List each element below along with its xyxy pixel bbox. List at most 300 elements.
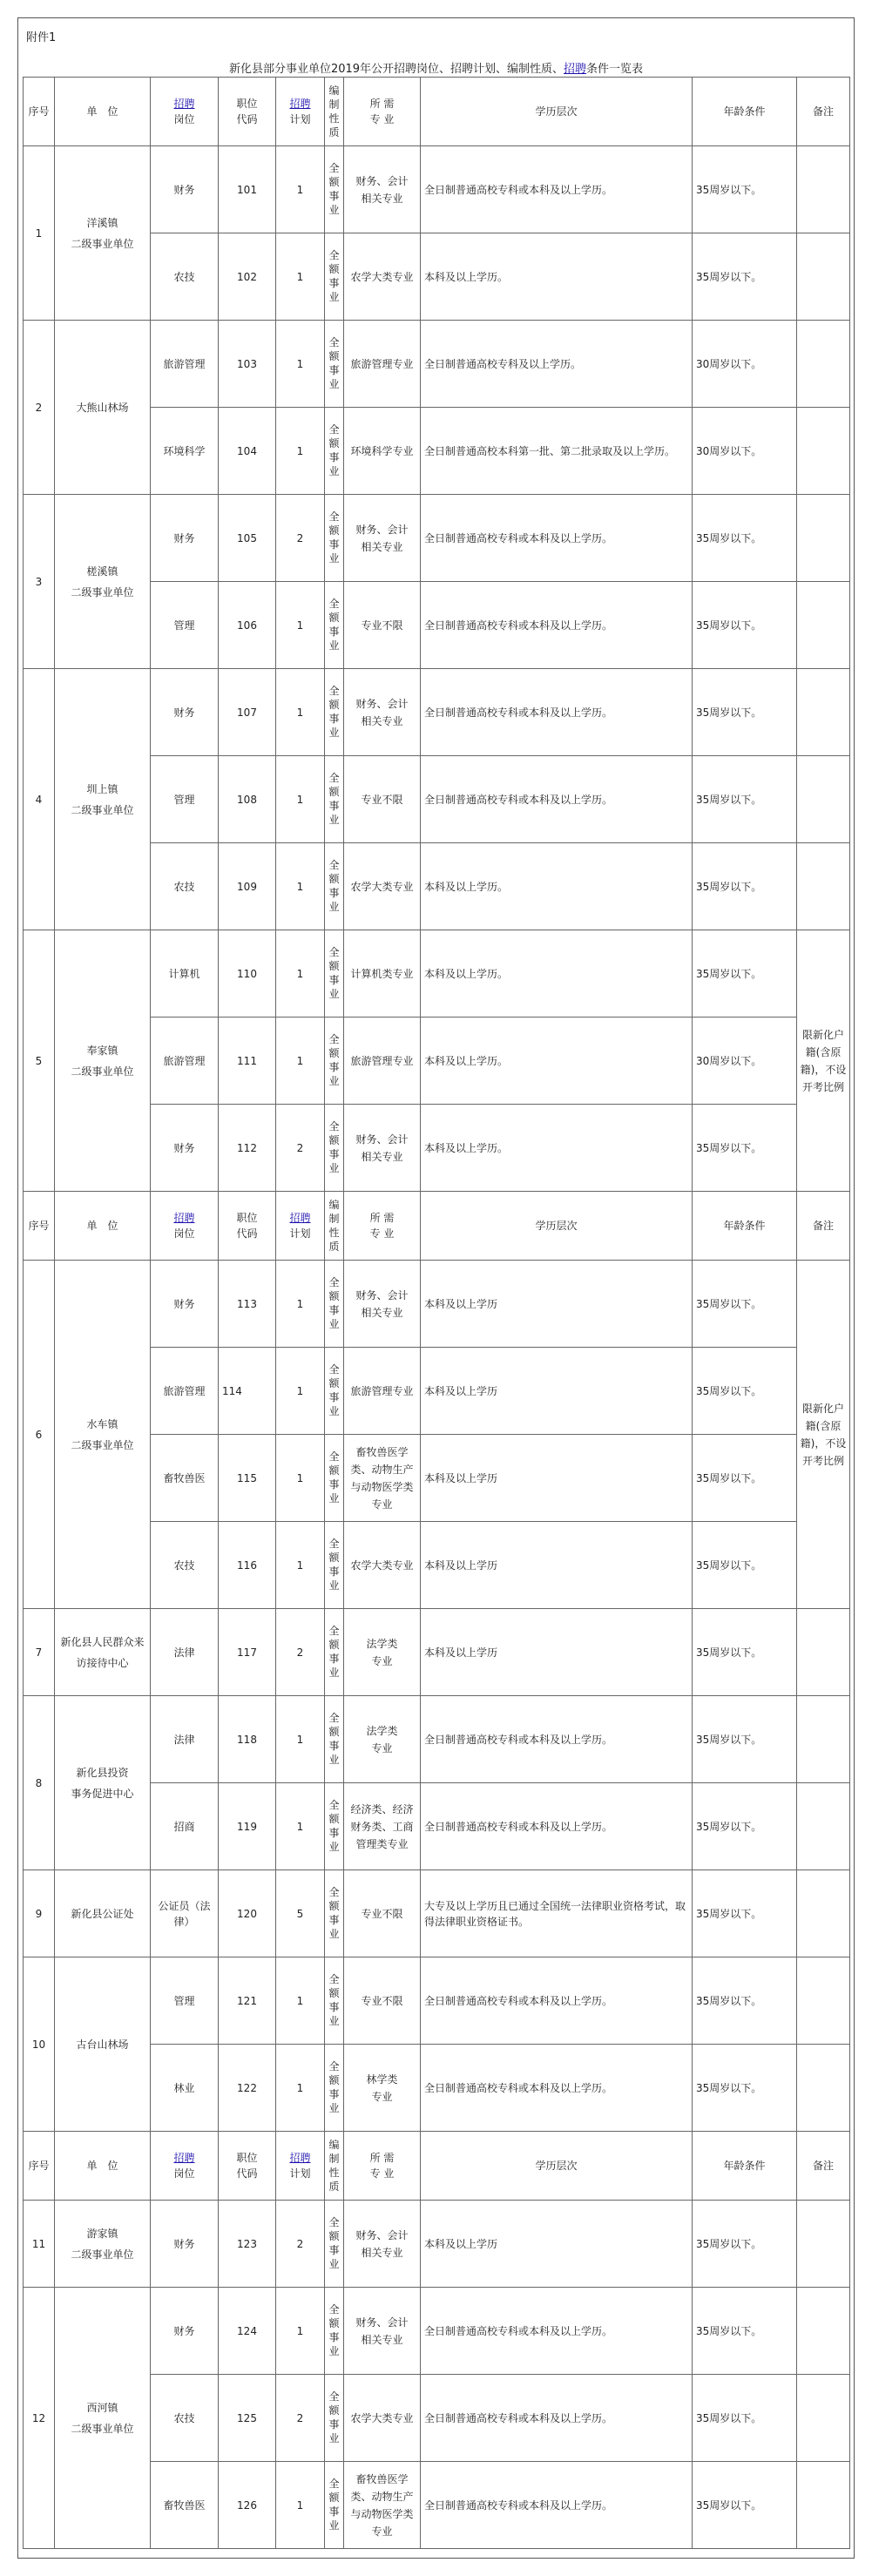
header-post <box>151 78 219 146</box>
plan-count: 1 <box>276 233 325 321</box>
staffing-type-label: 全额事业 <box>328 2478 340 2532</box>
plan-count: 2 <box>276 1609 325 1696</box>
staffing-type <box>325 408 344 495</box>
age-requirement: 30周岁以下。 <box>693 408 797 495</box>
education-requirement: 本科及以上学历 <box>421 2201 693 2288</box>
required-major: 专业不限 <box>344 756 421 843</box>
unit-name: 奉家镇 二级事业单位 <box>55 930 151 1192</box>
header-code-bottom: 代码 <box>236 2167 258 2180</box>
plan-count: 1 <box>276 1783 325 1870</box>
education-requirement: 全日制普通高校专科或本科及以上学历。 <box>421 2045 693 2132</box>
post-name: 环境科学 <box>151 408 219 495</box>
plan-count: 1 <box>276 843 325 930</box>
recruitment-table <box>23 77 850 2549</box>
table-row <box>24 1609 850 1696</box>
header-no: 序号 <box>24 78 55 146</box>
header-age: 年龄条件 <box>693 1192 797 1261</box>
age-requirement: 35周岁以下。 <box>693 843 797 930</box>
header-major-top: 所 需 <box>369 98 395 110</box>
staffing-type <box>325 843 344 930</box>
staffing-type-label: 全额事业 <box>328 859 340 913</box>
staffing-type <box>325 1870 344 1957</box>
post-code: 124 <box>219 2288 276 2375</box>
age-requirement: 35周岁以下。 <box>693 1957 797 2045</box>
education-requirement: 本科及以上学历。 <box>421 1105 693 1192</box>
plan-count: 1 <box>276 930 325 1018</box>
row-number: 6 <box>24 1261 55 1609</box>
staffing-type-label: 全额事业 <box>328 772 340 826</box>
education-requirement: 大专及以上学历且已通过全国统一法律职业资格考试，取得法律职业资格证书。 <box>421 1870 693 1957</box>
header-recruit-link[interactable]: 招聘 <box>173 2152 195 2164</box>
header-major-top: 所 需 <box>369 2152 395 2164</box>
post-code: 117 <box>219 1609 276 1696</box>
age-requirement: 35周岁以下。 <box>693 1609 797 1696</box>
header-education: 学历层次 <box>421 2132 693 2201</box>
header-post-label: 岗位 <box>173 1227 195 1240</box>
age-requirement: 30周岁以下。 <box>693 321 797 408</box>
staffing-type <box>325 1261 344 1348</box>
table-row <box>24 669 850 756</box>
education-requirement: 本科及以上学历。 <box>421 843 693 930</box>
post-name: 农技 <box>151 1522 219 1609</box>
plan-count: 1 <box>276 582 325 669</box>
header-unit: 单 位 <box>55 2132 151 2201</box>
header-code <box>219 1192 276 1261</box>
post-name: 财务 <box>151 2201 219 2288</box>
staffing-type <box>325 2375 344 2462</box>
post-code: 101 <box>219 146 276 233</box>
header-code-bottom: 代码 <box>236 113 258 125</box>
header-major-bottom: 专 业 <box>369 2167 395 2180</box>
age-requirement: 35周岁以下。 <box>693 1870 797 1957</box>
post-name: 财务 <box>151 1261 219 1348</box>
post-code: 105 <box>219 495 276 582</box>
plan-count: 2 <box>276 495 325 582</box>
row-number: 7 <box>24 1609 55 1696</box>
post-code: 122 <box>219 2045 276 2132</box>
education-requirement: 全日制普通高校专科及以上学历。 <box>421 321 693 408</box>
post-name: 旅游管理 <box>151 321 219 408</box>
education-requirement: 全日制普通高校专科或本科及以上学历。 <box>421 2462 693 2549</box>
remark-empty <box>797 2462 850 2549</box>
staffing-type <box>325 1522 344 1609</box>
remark-empty <box>797 756 850 843</box>
header-plan-link[interactable]: 招聘 <box>289 1212 311 1224</box>
staffing-type <box>325 930 344 1018</box>
header-staffing-label: 编制性质 <box>328 84 340 139</box>
plan-count: 1 <box>276 1522 325 1609</box>
post-code: 126 <box>219 2462 276 2549</box>
header-plan <box>276 1192 325 1261</box>
plan-count: 2 <box>276 1105 325 1192</box>
plan-count: 1 <box>276 1261 325 1348</box>
remark-empty <box>797 233 850 321</box>
age-requirement: 35周岁以下。 <box>693 1783 797 1870</box>
post-code: 119 <box>219 1783 276 1870</box>
age-requirement: 35周岁以下。 <box>693 1435 797 1522</box>
header-major <box>344 1192 421 1261</box>
plan-count: 5 <box>276 1870 325 1957</box>
plan-count: 1 <box>276 669 325 756</box>
header-code-top: 职位 <box>236 2152 258 2164</box>
post-code: 102 <box>219 233 276 321</box>
staffing-type <box>325 2045 344 2132</box>
staffing-type-label: 全额事业 <box>328 336 340 390</box>
staffing-type-label: 全额事业 <box>328 2303 340 2357</box>
required-major: 旅游管理专业 <box>344 1348 421 1435</box>
table-row <box>24 321 850 408</box>
plan-count: 1 <box>276 2288 325 2375</box>
header-code <box>219 2132 276 2201</box>
required-major: 旅游管理专业 <box>344 1018 421 1105</box>
plan-count: 1 <box>276 1696 325 1783</box>
post-code: 121 <box>219 1957 276 2045</box>
staffing-type <box>325 1435 344 1522</box>
title-recruit-link[interactable]: 招聘 <box>564 63 587 76</box>
remark-empty <box>797 1696 850 1783</box>
staffing-type-label: 全额事业 <box>328 946 340 1000</box>
header-plan-link[interactable]: 招聘 <box>289 98 311 110</box>
required-major: 财务、会计 相关专业 <box>344 2201 421 2288</box>
staffing-type-label: 全额事业 <box>328 2216 340 2270</box>
age-requirement: 35周岁以下。 <box>693 1105 797 1192</box>
row-number: 12 <box>24 2288 55 2549</box>
header-education: 学历层次 <box>421 78 693 146</box>
header-age: 年龄条件 <box>693 78 797 146</box>
remark-empty <box>797 408 850 495</box>
unit-name: 圳上镇 二级事业单位 <box>55 669 151 930</box>
staffing-type <box>325 1696 344 1783</box>
header-plan-bottom: 计划 <box>289 2167 311 2180</box>
required-major: 畜牧兽医学类、动物生产与动物医学类专业 <box>344 1435 421 1522</box>
unit-name: 新化县投资 事务促进中心 <box>55 1696 151 1870</box>
staffing-type-label: 全额事业 <box>328 1973 340 2027</box>
plan-count: 1 <box>276 756 325 843</box>
header-post-label: 岗位 <box>173 113 195 125</box>
attachment-label: 附件1 <box>26 31 57 44</box>
education-requirement: 本科及以上学历。 <box>421 1018 693 1105</box>
required-major: 畜牧兽医学类、动物生产与动物医学类专业 <box>344 2462 421 2549</box>
required-major: 财务、会计 相关专业 <box>344 1261 421 1348</box>
table-row <box>24 2201 850 2288</box>
post-code: 112 <box>219 1105 276 1192</box>
education-requirement: 全日制普通高校专科或本科及以上学历。 <box>421 1783 693 1870</box>
table-row <box>24 1957 850 2045</box>
remark-empty <box>797 582 850 669</box>
unit-name: 水车镇 二级事业单位 <box>55 1261 151 1609</box>
required-major: 专业不限 <box>344 582 421 669</box>
post-name: 旅游管理 <box>151 1018 219 1105</box>
required-major: 环境科学专业 <box>344 408 421 495</box>
post-name: 公证员（法律） <box>151 1870 219 1957</box>
post-name: 财务 <box>151 669 219 756</box>
header-row <box>24 78 850 146</box>
required-major: 财务、会计 相关专业 <box>344 1105 421 1192</box>
staffing-type-label: 全额事业 <box>328 2060 340 2114</box>
header-code-bottom: 代码 <box>236 1227 258 1240</box>
education-requirement: 全日制普通高校专科或本科及以上学历。 <box>421 1957 693 2045</box>
education-requirement: 全日制普通高校本科第一批、第二批录取及以上学历。 <box>421 408 693 495</box>
header-remark: 备注 <box>797 1192 850 1261</box>
post-name: 法律 <box>151 1696 219 1783</box>
staffing-type <box>325 669 344 756</box>
plan-count: 1 <box>276 321 325 408</box>
remark-empty <box>797 2201 850 2288</box>
row-number: 10 <box>24 1957 55 2132</box>
header-staffing <box>325 2132 344 2201</box>
header-plan-bottom: 计划 <box>289 113 311 125</box>
plan-count: 2 <box>276 2201 325 2288</box>
unit-name: 槎溪镇 二级事业单位 <box>55 495 151 669</box>
header-recruit-link[interactable]: 招聘 <box>173 1212 195 1224</box>
required-major: 专业不限 <box>344 1870 421 1957</box>
post-code: 106 <box>219 582 276 669</box>
unit-name: 洋溪镇 二级事业单位 <box>55 146 151 321</box>
row-number: 3 <box>24 495 55 669</box>
education-requirement: 全日制普通高校专科或本科及以上学历。 <box>421 1696 693 1783</box>
age-requirement: 35周岁以下。 <box>693 146 797 233</box>
age-requirement: 30周岁以下。 <box>693 1018 797 1105</box>
staffing-type <box>325 1957 344 2045</box>
post-code: 103 <box>219 321 276 408</box>
post-name: 农技 <box>151 843 219 930</box>
post-name: 财务 <box>151 1105 219 1192</box>
education-requirement: 本科及以上学历 <box>421 1435 693 1522</box>
staffing-type <box>325 1348 344 1435</box>
post-name: 计算机 <box>151 930 219 1018</box>
required-major: 农学大类专业 <box>344 1522 421 1609</box>
education-requirement: 全日制普通高校专科或本科及以上学历。 <box>421 669 693 756</box>
plan-count: 1 <box>276 146 325 233</box>
education-requirement: 全日制普通高校专科或本科及以上学历。 <box>421 495 693 582</box>
post-name: 旅游管理 <box>151 1348 219 1435</box>
remark-empty <box>797 146 850 233</box>
post-code: 108 <box>219 756 276 843</box>
required-major: 财务、会计 相关专业 <box>344 495 421 582</box>
plan-count: 1 <box>276 1957 325 2045</box>
header-row <box>24 2132 850 2201</box>
staffing-type-label: 全额事业 <box>328 1538 340 1592</box>
age-requirement: 35周岁以下。 <box>693 233 797 321</box>
header-staffing-label: 编制性质 <box>328 2138 340 2193</box>
required-major: 农学大类专业 <box>344 233 421 321</box>
post-code: 104 <box>219 408 276 495</box>
age-requirement: 35周岁以下。 <box>693 930 797 1018</box>
post-name: 法律 <box>151 1609 219 1696</box>
row-number: 11 <box>24 2201 55 2288</box>
post-name: 管理 <box>151 1957 219 2045</box>
table-row <box>24 1696 850 1783</box>
education-requirement: 本科及以上学历 <box>421 1348 693 1435</box>
staffing-type <box>325 2462 344 2549</box>
remark-empty <box>797 1957 850 2045</box>
staffing-type <box>325 582 344 669</box>
age-requirement: 35周岁以下。 <box>693 495 797 582</box>
post-code: 125 <box>219 2375 276 2462</box>
post-code: 109 <box>219 843 276 930</box>
table-row <box>24 146 850 233</box>
education-requirement: 全日制普通高校专科或本科及以上学历。 <box>421 582 693 669</box>
header-major <box>344 78 421 146</box>
staffing-type-label: 全额事业 <box>328 162 340 216</box>
education-requirement: 本科及以上学历 <box>421 1609 693 1696</box>
unit-name: 游家镇 二级事业单位 <box>55 2201 151 2288</box>
education-requirement: 本科及以上学历 <box>421 1261 693 1348</box>
header-remark: 备注 <box>797 2132 850 2201</box>
row-number: 2 <box>24 321 55 495</box>
row-number: 1 <box>24 146 55 321</box>
education-requirement: 全日制普通高校专科或本科及以上学历。 <box>421 2288 693 2375</box>
age-requirement: 35周岁以下。 <box>693 2462 797 2549</box>
staffing-type-label: 全额事业 <box>328 1033 340 1087</box>
table-row <box>24 495 850 582</box>
staffing-type-label: 全额事业 <box>328 1276 340 1330</box>
age-requirement: 35周岁以下。 <box>693 2375 797 2462</box>
header-no: 序号 <box>24 1192 55 1261</box>
post-name: 管理 <box>151 756 219 843</box>
post-code: 107 <box>219 669 276 756</box>
unit-name: 新化县人民群众来访接待中心 <box>55 1609 151 1696</box>
staffing-type-label: 全额事业 <box>328 2390 340 2444</box>
staffing-type <box>325 1609 344 1696</box>
header-code-top: 职位 <box>236 98 258 110</box>
header-plan-bottom: 计划 <box>289 1227 311 1240</box>
post-code: 113 <box>219 1261 276 1348</box>
header-unit: 单 位 <box>55 78 151 146</box>
post-name: 财务 <box>151 146 219 233</box>
education-requirement: 本科及以上学历 <box>421 1522 693 1609</box>
education-requirement: 全日制普通高校专科或本科及以上学历。 <box>421 2375 693 2462</box>
post-code: 118 <box>219 1696 276 1783</box>
education-requirement: 本科及以上学历。 <box>421 930 693 1018</box>
header-major-top: 所 需 <box>369 1212 395 1224</box>
header-major <box>344 2132 421 2201</box>
staffing-type-label: 全额事业 <box>328 1625 340 1679</box>
post-code: 114 <box>219 1348 276 1435</box>
age-requirement: 35周岁以下。 <box>693 2288 797 2375</box>
post-name: 财务 <box>151 495 219 582</box>
post-name: 畜牧兽医 <box>151 2462 219 2549</box>
header-post-label: 岗位 <box>173 2167 195 2180</box>
staffing-type <box>325 1018 344 1105</box>
post-name: 财务 <box>151 2288 219 2375</box>
remark-empty <box>797 1783 850 1870</box>
age-requirement: 35周岁以下。 <box>693 756 797 843</box>
staffing-type-label: 全额事业 <box>328 685 340 739</box>
education-requirement: 全日制普通高校专科或本科及以上学历。 <box>421 756 693 843</box>
staffing-type <box>325 495 344 582</box>
staffing-type <box>325 1105 344 1192</box>
plan-count: 1 <box>276 1018 325 1105</box>
staffing-type <box>325 756 344 843</box>
remark: 限新化户籍(含原籍)，不设开考比例 <box>797 1261 850 1609</box>
remark-empty <box>797 2375 850 2462</box>
header-education: 学历层次 <box>421 1192 693 1261</box>
post-name: 管理 <box>151 582 219 669</box>
post-code: 120 <box>219 1870 276 1957</box>
staffing-type-label: 全额事业 <box>328 249 340 303</box>
remark-empty <box>797 2045 850 2132</box>
staffing-type-label: 全额事业 <box>328 1799 340 1853</box>
header-no: 序号 <box>24 2132 55 2201</box>
header-code <box>219 78 276 146</box>
post-name: 招商 <box>151 1783 219 1870</box>
table-row <box>24 1870 850 1957</box>
staffing-type-label: 全额事业 <box>328 510 340 565</box>
required-major: 林学类 专业 <box>344 2045 421 2132</box>
staffing-type <box>325 1783 344 1870</box>
required-major: 计算机类专业 <box>344 930 421 1018</box>
post-code: 111 <box>219 1018 276 1105</box>
header-code-top: 职位 <box>236 1212 258 1224</box>
post-code: 123 <box>219 2201 276 2288</box>
required-major: 法学类 专业 <box>344 1696 421 1783</box>
plan-count: 1 <box>276 2462 325 2549</box>
header-age: 年龄条件 <box>693 2132 797 2201</box>
header-plan-link[interactable]: 招聘 <box>289 2152 311 2164</box>
remark: 限新化户籍(含原籍)，不设开考比例 <box>797 930 850 1192</box>
remark-empty <box>797 1870 850 1957</box>
remark-empty <box>797 2288 850 2375</box>
staffing-type-label: 全额事业 <box>328 1120 340 1174</box>
post-name: 农技 <box>151 233 219 321</box>
staffing-type-label: 全额事业 <box>328 1886 340 1940</box>
staffing-type-label: 全额事业 <box>328 1363 340 1417</box>
plan-count: 2 <box>276 2375 325 2462</box>
header-post <box>151 2132 219 2201</box>
required-major: 经济类、经济财务类、工商管理类专业 <box>344 1783 421 1870</box>
header-staffing-label: 编制性质 <box>328 1198 340 1253</box>
age-requirement: 35周岁以下。 <box>693 669 797 756</box>
unit-name: 新化县公证处 <box>55 1870 151 1957</box>
unit-name: 大熊山林场 <box>55 321 151 495</box>
header-recruit-link[interactable]: 招聘 <box>173 98 195 110</box>
row-number: 9 <box>24 1870 55 1957</box>
staffing-type-label: 全额事业 <box>328 423 340 477</box>
post-code: 115 <box>219 1435 276 1522</box>
required-major: 财务、会计 相关专业 <box>344 2288 421 2375</box>
header-post <box>151 1192 219 1261</box>
required-major: 法学类 专业 <box>344 1609 421 1696</box>
education-requirement: 本科及以上学历。 <box>421 233 693 321</box>
header-plan <box>276 2132 325 2201</box>
table-row <box>24 2288 850 2375</box>
post-name: 畜牧兽医 <box>151 1435 219 1522</box>
post-code: 116 <box>219 1522 276 1609</box>
staffing-type <box>325 2201 344 2288</box>
required-major: 农学大类专业 <box>344 2375 421 2462</box>
required-major: 财务、会计 相关专业 <box>344 669 421 756</box>
age-requirement: 35周岁以下。 <box>693 1348 797 1435</box>
staffing-type-label: 全额事业 <box>328 1712 340 1766</box>
age-requirement: 35周岁以下。 <box>693 2201 797 2288</box>
required-major: 财务、会计 相关专业 <box>344 146 421 233</box>
required-major: 旅游管理专业 <box>344 321 421 408</box>
remark-empty <box>797 843 850 930</box>
plan-count: 1 <box>276 2045 325 2132</box>
header-major-bottom: 专 业 <box>369 113 395 125</box>
row-number: 4 <box>24 669 55 930</box>
education-requirement: 全日制普通高校专科或本科及以上学历。 <box>421 146 693 233</box>
age-requirement: 35周岁以下。 <box>693 582 797 669</box>
required-major: 专业不限 <box>344 1957 421 2045</box>
row-number: 5 <box>24 930 55 1192</box>
remark-empty <box>797 669 850 756</box>
remark-empty <box>797 1609 850 1696</box>
post-name: 农技 <box>151 2375 219 2462</box>
staffing-type <box>325 321 344 408</box>
row-number: 8 <box>24 1696 55 1870</box>
